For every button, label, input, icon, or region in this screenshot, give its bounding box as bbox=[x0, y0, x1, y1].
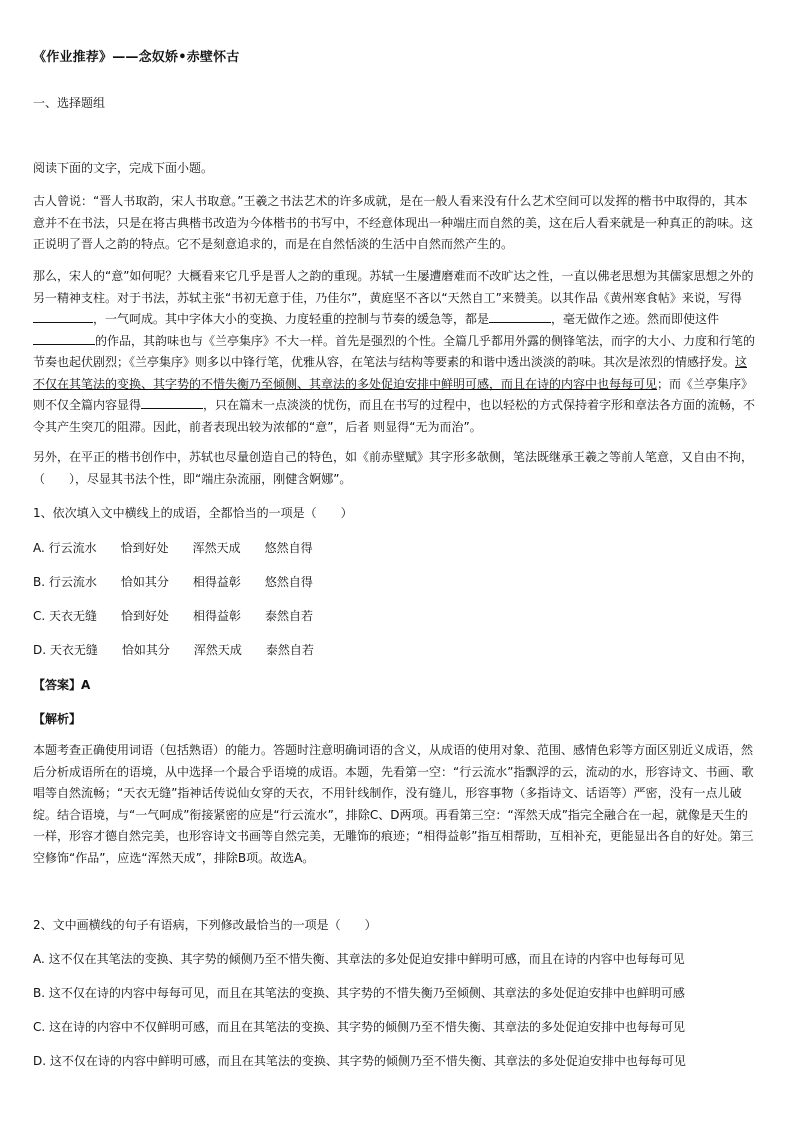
answer-label: 【答案】A bbox=[33, 678, 91, 692]
paragraph-text: ，一气呵成。其中字体大小的变换、力度轻重的控制与节奏的缓急等，都是 bbox=[93, 312, 490, 326]
question-2-stem: 2、文中画横线的句子有语病，下列修改最恰当的一项是（ ） bbox=[33, 918, 377, 932]
passage-paragraph-3: 另外，在平正的楷书创作中，苏轼也尽量创造自己的特色，如《前赤壁赋》其字形多欹侧，笔法既继承王羲之等前人笔意，又自由不拘，（ ），尽显其书法个性，即“端庄杂流丽，刚健含婀娜”。 bbox=[33, 450, 754, 486]
analysis-label: 【解析】 bbox=[33, 712, 82, 726]
question-2-option-a: A. 这不仅在其笔法的变换、其字势的倾侧乃至不惜失衡、其章法的多处促迫安排中鲜明可感，而且在诗的内容中也每每可见 bbox=[33, 952, 685, 966]
fill-blank-2 bbox=[489, 310, 551, 323]
paragraph-text: ，只在篇末一点淡淡的忧伤，而且在书写的过程中，也以轻松的方式保持着字形和章法各方面的流畅，不令其产生突兀的阻滞。因此，前者表现出较为浓郁的“意”，后者 则显得“无为而治”。 bbox=[33, 398, 756, 434]
question-1-stem: 1、依次填入文中横线上的成语，全都恰当的一项是（ ） bbox=[33, 506, 353, 520]
paragraph-text: 的作品，其韵味也与《兰亭集序》不大一样。首先是强烈的个性。全篇几乎都用外露的侧锋笔法，而字的大小、力度和行笔的节奏也起伏剧烈；《兰亭集序》则多以中锋行笔，优雅从容，在笔法与结构等要素的和谐中透出淡淡的韵味。其次是浓烈的情感抒发。 bbox=[33, 333, 756, 369]
paragraph-text: 那么，宋人的“意”如何呢？大概看来它几乎是晋人之韵的重现。苏轼一生屡遭磨难而不改旷达之性，一直以佛老思想为其儒家思想之外的另一精神支柱。对于书法，苏轼主张“书初无意于佳，乃佳尔”，黄庭坚不吝以“天然自工”来赞美。以其作品《黄州寒食帖》来说，写得 bbox=[33, 269, 754, 305]
fill-blank-3 bbox=[33, 332, 95, 345]
question-1-option-c: C. 天衣无缝 恰到好处 相得益彰 泰然自若 bbox=[33, 609, 314, 623]
question-2-option-d: D. 这不仅在诗的内容中鲜明可感，而且在其笔法的变换、其字势的倾侧乃至不惜失衡、其章法的多处促迫安排中也每每可见 bbox=[33, 1054, 686, 1068]
question-2-option-c: C. 这在诗的内容中不仅鲜明可感，而且在其笔法的变换、其字势的倾侧乃至不惜失衡、其章法的多处促迫安排中也每每可见 bbox=[33, 1020, 686, 1034]
passage-paragraph-1: 古人曾说：“晋人书取韵，宋人书取意。”王羲之书法艺术的许多成就，是在一般人看来没有什么艺术空间可以发挥的楷书中取得的，其本意并不在书法，只是在将古典楷书改造为今体楷书的书写中，不经意体现出一种端庄而自然的美，这在后人看来就是一种真正的韵味。这正说明了晋人之韵的特点。它不是刻意追求的，而是在自然恬淡的生活中自然而然产生的。 bbox=[33, 194, 754, 251]
underlined-sentence: 这不仅在其笔法的变换、其字势的不惜失衡乃至倾侧、其章法的多处促迫安排中鲜明可感，而且在诗的内容中也每每可见 bbox=[33, 355, 748, 391]
paragraph-text: ；而《兰亭集序》则不仅全篇内容显得 bbox=[33, 376, 754, 412]
question-1-option-a: A. 行云流水 恰到好处 浑然天成 悠然自得 bbox=[33, 541, 313, 555]
section-heading: 一、选择题组 bbox=[33, 96, 106, 110]
analysis-text: 本题考查正确使用词语（包括熟语）的能力。答题时注意明确词语的含义，从成语的使用对象、范围、感情色彩等方面区别近义成语，然后分析成语所在的语境，从中选择一个最合乎语境的成语。本题，先看第一空：“行云流水”指飘浮的云，流动的水，形容诗文、书画、歌唱等自然流畅；“天衣无缝”指神话传说仙女穿的天衣，不用针线制作，没有缝儿，形容事物（多指诗文、话语等）严密，没有一点儿破绽。结合语境，与“一气呵成”衔接紧密的应是“行云流水”，排除C、D两项。再看第三空：“浑然天成”指完全融合在一起，就像是天生的一样，形容才德自然完美，也形容诗文书画等自然完美，无雕饰的痕迹；“相得益彰”指互相帮助，互相补充，更能显出各自的好处。第三空修饰“作品”，应选“浑然天成”，排除B项。故选A。 bbox=[33, 743, 754, 865]
passage-paragraph-2 bbox=[33, 266, 757, 438]
question-2-option-b: B. 这不仅在诗的内容中每每可见，而且在其笔法的变换、其字势的不惜失衡乃至倾侧、其章法的多处促迫安排中也鲜明可感 bbox=[33, 986, 685, 1000]
page-title: 《作业推荐》——念奴娇•赤壁怀古 bbox=[33, 50, 240, 65]
question-1-option-b: B. 行云流水 恰如其分 相得益彰 悠然自得 bbox=[33, 575, 313, 589]
instruction: 阅读下面的文字，完成下面小题。 bbox=[33, 161, 214, 175]
fill-blank-4 bbox=[141, 396, 203, 409]
question-1-option-d: D. 天衣无缝 恰如其分 浑然天成 泰然自若 bbox=[33, 643, 314, 657]
fill-blank-1 bbox=[33, 310, 93, 323]
paragraph-text: ，毫无做作之迹。然而即使这件 bbox=[551, 312, 720, 326]
